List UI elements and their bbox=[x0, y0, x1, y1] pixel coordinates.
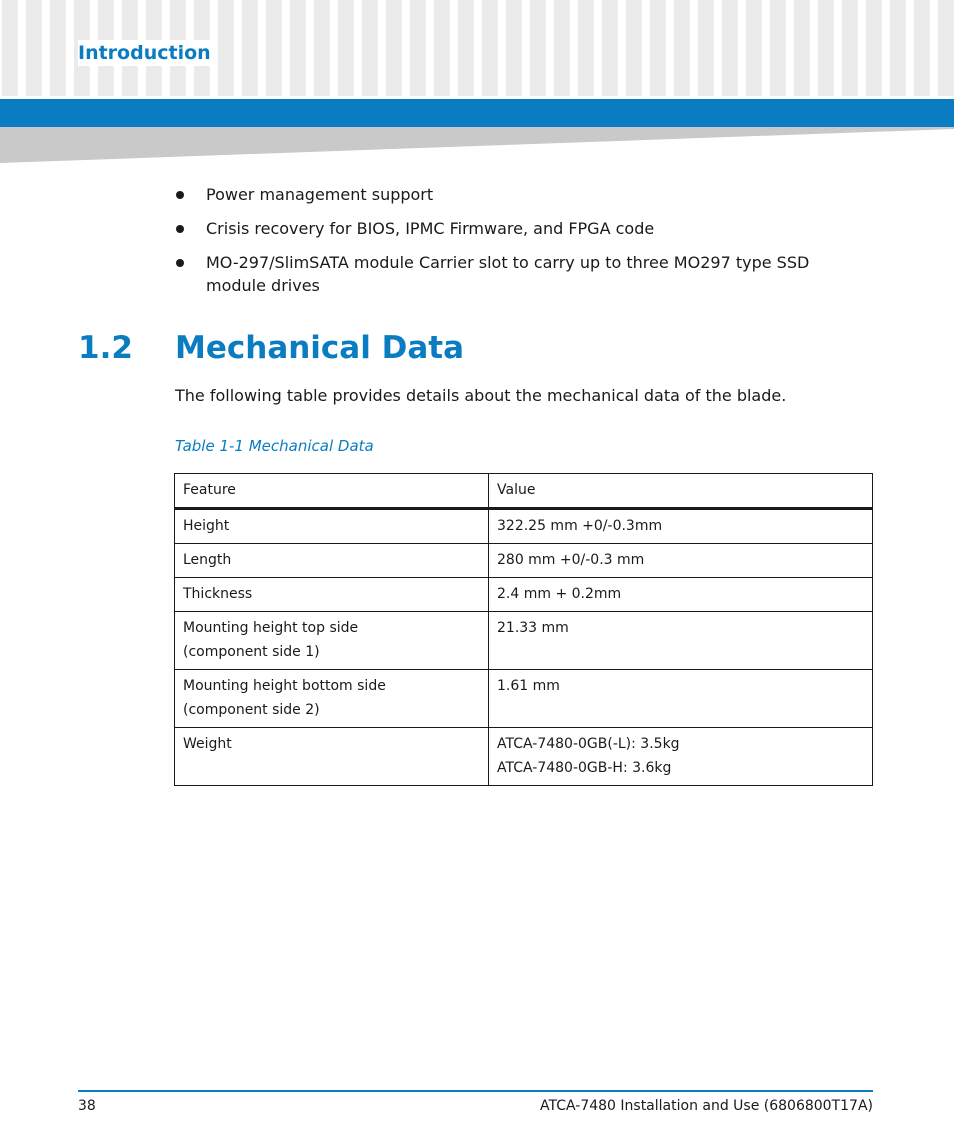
bullet-text: Crisis recovery for BIOS, IPMC Firmware, and FPGA code bbox=[206, 219, 655, 238]
cell-line: Height bbox=[183, 518, 230, 534]
cell-line: 1.61 mm bbox=[497, 678, 560, 694]
table-header-row bbox=[175, 474, 873, 509]
bullet-dot-icon bbox=[176, 259, 184, 267]
bullet-text: Power management support bbox=[206, 185, 434, 204]
document-title: ATCA-7480 Installation and Use (6806800T17A) bbox=[540, 1098, 873, 1114]
feature-cell bbox=[175, 670, 489, 728]
value-cell bbox=[489, 728, 873, 786]
table-caption: Table 1-1 Mechanical Data bbox=[175, 437, 374, 455]
cell-line: ATCA-7480-0GB-H: 3.6kg bbox=[497, 760, 672, 776]
cell-line: 280 mm +0/-0.3 mm bbox=[497, 552, 645, 568]
cell-line: (component side 2) bbox=[183, 702, 320, 718]
table-row bbox=[175, 509, 873, 544]
cell-line: Mounting height bottom side bbox=[183, 678, 386, 694]
bullet-text: MO-297/SlimSATA module Carrier slot to carry up to three MO297 type SSD module drives bbox=[206, 253, 810, 295]
section-intro: The following table provides details about the mechanical data of the blade. bbox=[175, 386, 787, 405]
bullet-dot-icon bbox=[176, 225, 184, 233]
value-cell bbox=[489, 509, 873, 544]
cell-line: 2.4 mm + 0.2mm bbox=[497, 586, 622, 602]
cell-line: (component side 1) bbox=[183, 644, 320, 660]
value-cell bbox=[489, 612, 873, 670]
chapter-title: Introduction bbox=[78, 40, 215, 66]
bullet-dot-icon bbox=[176, 191, 184, 199]
cell-line: Mounting height top side bbox=[183, 620, 359, 636]
header-wedge bbox=[0, 127, 954, 163]
table-row bbox=[175, 612, 873, 670]
feature-cell bbox=[175, 728, 489, 786]
header-band bbox=[0, 99, 954, 127]
feature-cell bbox=[175, 612, 489, 670]
section-title: Mechanical Data bbox=[175, 330, 465, 366]
feature-cell bbox=[175, 578, 489, 612]
feature-bullet-list bbox=[174, 183, 854, 308]
mechanical-data-table bbox=[174, 473, 873, 786]
footer-rule bbox=[78, 1090, 873, 1092]
cell-line: 21.33 mm bbox=[497, 620, 569, 636]
value-cell bbox=[489, 578, 873, 612]
bullet-item bbox=[174, 183, 854, 206]
feature-cell bbox=[175, 544, 489, 578]
column-header-feature: Feature bbox=[175, 474, 489, 509]
table-row bbox=[175, 578, 873, 612]
value-cell bbox=[489, 544, 873, 578]
bullet-item bbox=[174, 251, 854, 297]
cell-line: Length bbox=[183, 552, 232, 568]
bullet-item bbox=[174, 217, 854, 240]
cell-line: Thickness bbox=[183, 586, 253, 602]
cell-line: 322.25 mm +0/-0.3mm bbox=[497, 518, 663, 534]
feature-cell bbox=[175, 509, 489, 544]
table-row bbox=[175, 544, 873, 578]
table-row bbox=[175, 728, 873, 786]
value-cell bbox=[489, 670, 873, 728]
column-header-value: Value bbox=[489, 474, 873, 509]
table-row bbox=[175, 670, 873, 728]
cell-line: Weight bbox=[183, 736, 232, 752]
cell-line: ATCA-7480-0GB(-L): 3.5kg bbox=[497, 736, 680, 752]
section-number: 1.2 bbox=[78, 330, 133, 366]
page-number: 38 bbox=[78, 1098, 96, 1114]
